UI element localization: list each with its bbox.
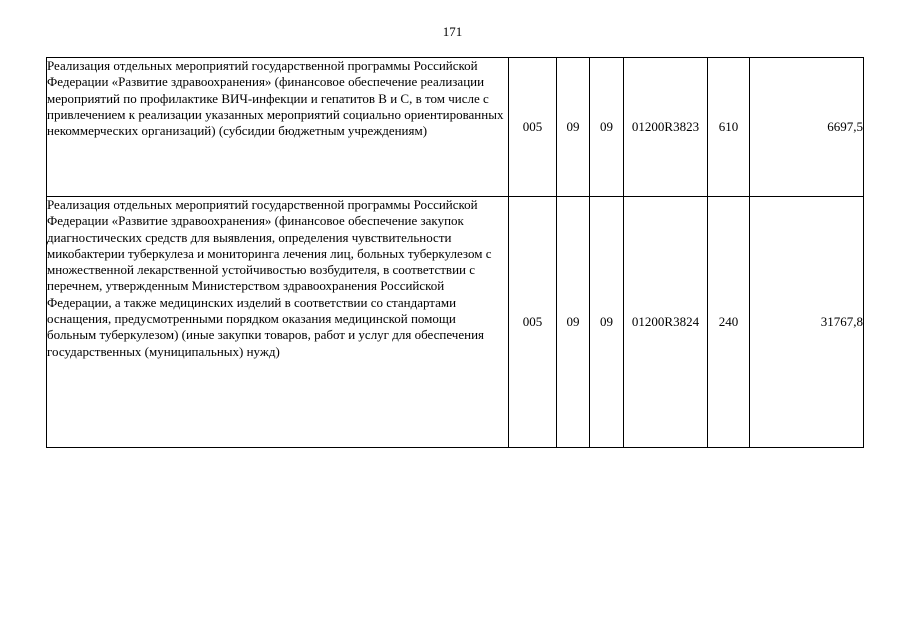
description-cell: Реализация отдельных мероприятий государственной программы Российской Федерации «Развитие здравоохранения» (финансовое обеспечение закупок диагностических средств для выявления, определения чувствительности микобактерии туберкулеза и мониторинга лечения лиц, больных туберкулезом с множественной лекарственной устойчивостью возбудителя, в соответствии с перечнем, утвержденным Министерством здравоохранения Российской Федерации, а также медицинских изделий в соответствии со стандартами оснащения, предусмотренными порядком оказания медицинской помощи больным туберкулезом) (иные закупки товаров, работ и услуг для обеспечения государственных (муниципальных) нужд) <box>47 197 509 448</box>
description-cell: Реализация отдельных мероприятий государственной программы Российской Федерации «Развитие здравоохранения» (финансовое обеспечение реализации мероприятий по профилактике ВИЧ-инфекции и гепатитов В и С, в том числе с привлечением к реализации указанных мероприятий социально ориентированных некоммерческих организаций) (субсидии бюджетным учреждениям) <box>47 58 509 197</box>
ministry-code-cell: 005 <box>509 58 557 197</box>
page-number: 171 <box>442 24 463 39</box>
subsection-cell: 09 <box>590 197 624 448</box>
table-row <box>47 58 864 197</box>
ministry-code-cell: 005 <box>509 197 557 448</box>
expense-type-cell: 610 <box>708 58 750 197</box>
amount-cell: 6697,5 <box>750 58 864 197</box>
section-cell: 09 <box>557 197 590 448</box>
amount-cell: 31767,8 <box>750 197 864 448</box>
subsection-cell: 09 <box>590 58 624 197</box>
section-cell: 09 <box>557 58 590 197</box>
table-row <box>47 197 864 448</box>
expense-type-cell: 240 <box>708 197 750 448</box>
budget-table <box>46 57 864 448</box>
target-article-cell: 01200R3824 <box>624 197 708 448</box>
target-article-cell: 01200R3823 <box>624 58 708 197</box>
